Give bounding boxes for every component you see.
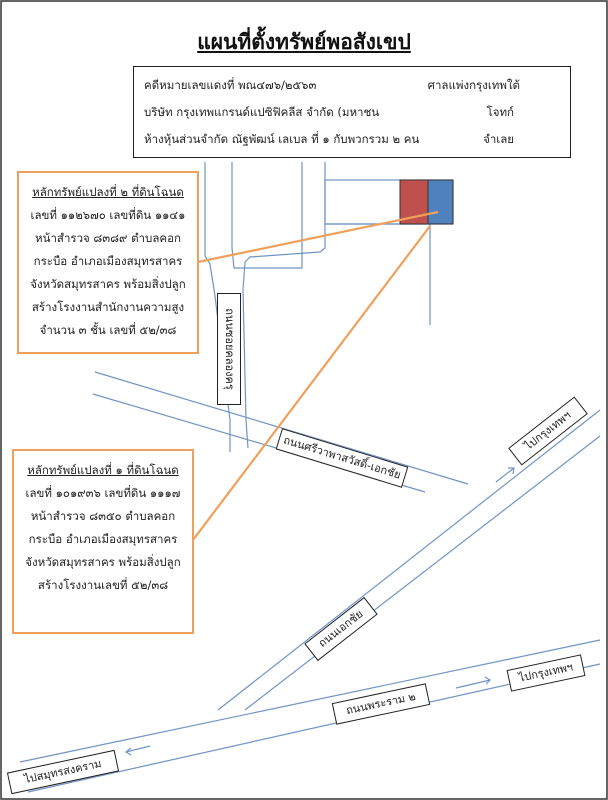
case-row-3: [144, 128, 560, 150]
road-label-sri-wat: ถนนศรีวาพาสวัสดิ์-เอกชัย: [276, 428, 409, 488]
property-1-line-0: หลักทรัพย์แปลงที่ ๑ ที่ดินโฉนด: [27, 463, 179, 477]
property-2-line-3: กระบือ อำเภอเมืองสมุทรสาคร: [33, 254, 183, 268]
property-1-info-box: [12, 449, 194, 634]
property-2-line-6: จำนวน ๓ ชั้น เลขที่ ๕๒/๓๘: [39, 323, 177, 337]
property-1-line-4: จังหวัดสมุทรสาคร พร้อมสิ่งปลูก: [25, 555, 181, 569]
property-2-line-1: เลขที่ ๑๑๒๖๗๐ เลขที่ดิน ๑๑๔๑: [30, 208, 186, 222]
direction-label-to-bangkok-lower: ไปกรุงเทพฯ: [507, 654, 586, 691]
road-label-ekachai: ถนนเอกชัย: [304, 597, 377, 661]
property-1-line-1: เลขที่ ๑๐๑๙๓๖ เลขที่ดิน ๑๑๑๗: [25, 486, 181, 500]
property-2-line-0: หลักทรัพย์แปลงที่ ๒ ที่ดินโฉนด: [32, 185, 184, 199]
case-row-1: [144, 74, 560, 96]
parcel-2[interactable]: [428, 180, 453, 224]
defendant-name: ห้างหุ้นส่วนจำกัด ณัฐพัฒน์ เลเบล ที่ ๑ กับพวกรวม ๒ คน: [144, 132, 420, 146]
plaintiff-role: โจทก์: [486, 105, 514, 119]
road-label-soi-khlong: ถนนซอยคลองครุ: [217, 293, 241, 405]
property-2-line-5: สร้างโรงงานสำนักงานความสูง: [31, 300, 185, 314]
property-1-line-2: หน้าสำรวจ ๘๓๕๐ ตำบลคอก: [30, 509, 176, 523]
direction-label-to-bangkok-upper: ไปกรุงเทพฯ: [508, 396, 588, 465]
defendant-role: จำเลย: [483, 132, 514, 146]
property-2-line-4: จังหวัดสมุทรสาคร พร้อมสิ่งปลูก: [30, 277, 186, 291]
direction-label-to-samut-songkhram: ไปสมุทรสงคราม: [7, 750, 119, 794]
property-2-info-box: [17, 171, 199, 354]
court-name: ศาลแพ่งกรุงเทพใต้: [427, 78, 520, 92]
road-label-rama2: ถนนพระราม ๒: [332, 683, 430, 724]
property-2-line-2: หน้าสำรวจ ๘๓๘๙ ตำบลคอก: [35, 231, 181, 245]
property-1-line-3: กระบือ อำเภอเมืองสมุทรสาคร: [28, 532, 178, 546]
case-row-2: [144, 101, 560, 123]
property-1-line-5: สร้างโรงงานเลขที่ ๕๒/๓๘: [37, 578, 169, 592]
leader-line-parcel-2: [198, 212, 438, 262]
page-title: แผนที่ตั้งทรัพย์พอสังเขป: [197, 30, 411, 54]
soi-road-right-edge-lower: [243, 162, 325, 448]
rama2-road-edge-upper: [20, 640, 600, 762]
arrow-to-bangkok-lower: [456, 680, 490, 688]
compound-side: [325, 224, 430, 325]
plaintiff-name: บริษัท กรุงเทพแกรนด์แปซิฟิคลีส จำกัด (มหาชน: [144, 105, 380, 119]
case-number: คดีหมายเลขแดงที่ พณ๔๗๖/๒๕๖๓: [144, 78, 317, 92]
case-info-box: [133, 66, 571, 158]
